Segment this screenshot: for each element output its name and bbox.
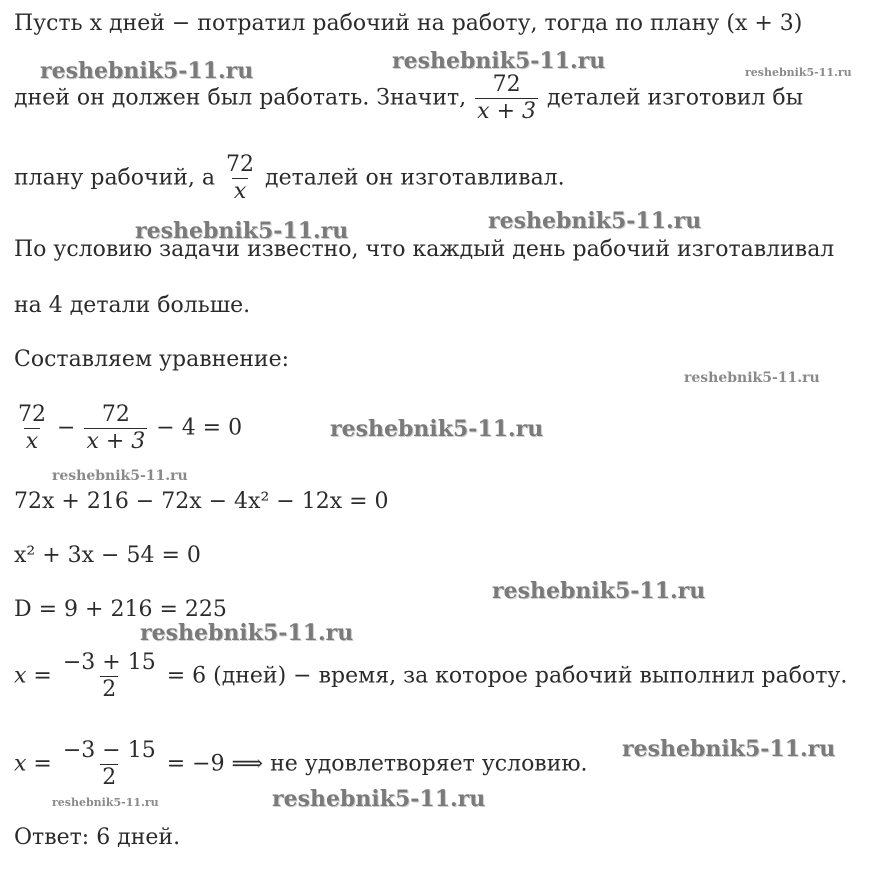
fraction-numerator: 72 [492, 72, 521, 97]
text-line-1: Пусть x дней − потратил рабочий на работу, тогда по плану (x + 3) [14, 11, 803, 36]
watermark: reshebnik5-11.ru [492, 578, 706, 604]
watermark: reshebnik5-11.ru [488, 208, 702, 234]
watermark: reshebnik5-11.ru [330, 416, 544, 442]
watermark: reshebnik5-11.ru [745, 66, 852, 79]
fraction-denominator: 2 [102, 677, 117, 702]
fraction-72-over-x-plus-3 [475, 72, 538, 125]
minus-sign: − [57, 415, 76, 441]
fraction-72-over-x-plus-3 [84, 402, 147, 455]
fraction-root-1 [61, 650, 158, 703]
watermark: reshebnik5-11.ru [135, 218, 349, 244]
text-line-2-end: деталей изготовил бы [547, 85, 804, 111]
text-line-2-start: дней он должен был работать. Значит, [14, 85, 467, 111]
equation-2: 72x + 216 − 72x − 4x² − 12x = 0 [14, 489, 389, 514]
equation-6-lhs: x = [14, 751, 52, 777]
watermark: reshebnik5-11.ru [40, 58, 254, 84]
fraction-numerator: 72 [101, 402, 130, 427]
fraction-72-over-x [224, 152, 256, 205]
text-line-3 [14, 152, 565, 205]
equation-1 [14, 402, 242, 455]
text-line-3-end: деталей он изготавливал. [265, 165, 565, 191]
answer-line: Ответ: 6 дней. [14, 825, 181, 850]
fraction-numerator: −3 + 15 [62, 650, 156, 675]
equation-6-rhs: = −9 ⟹ не удовлетворяет условию. [166, 751, 588, 777]
equation-1-end: − 4 = 0 [156, 415, 243, 441]
fraction-denominator: x + 3 [477, 99, 536, 124]
text-line-6: Составляем уравнение: [14, 347, 290, 372]
watermark: reshebnik5-11.ru [392, 48, 606, 74]
fraction-numerator: 72 [18, 402, 46, 427]
watermark: reshebnik5-11.ru [52, 468, 188, 484]
equation-6 [14, 738, 588, 791]
fraction-72-over-x [16, 402, 48, 455]
fraction-root-2 [61, 738, 158, 791]
watermark: reshebnik5-11.ru [622, 736, 836, 762]
equation-5-rhs: = 6 (дней) − время, за которое рабочий выполнил работу. [166, 663, 848, 689]
fraction-denominator: x [233, 179, 247, 204]
equation-5-lhs: x = [14, 663, 52, 689]
watermark: reshebnik5-11.ru [272, 786, 486, 812]
equation-3: x² + 3x − 54 = 0 [14, 543, 201, 568]
text-line-4: По условию задачи известно, что каждый день рабочий изготавливал [14, 237, 835, 262]
watermark: reshebnik5-11.ru [684, 370, 820, 386]
watermark: reshebnik5-11.ru [52, 796, 159, 809]
equation-4: D = 9 + 216 = 225 [14, 597, 227, 622]
fraction-denominator: x + 3 [86, 429, 146, 454]
fraction-denominator: 2 [102, 765, 117, 790]
fraction-numerator: 72 [226, 152, 255, 177]
fraction-denominator: x [25, 429, 39, 454]
fraction-numerator: −3 − 15 [62, 738, 156, 763]
text-line-5: на 4 детали больше. [14, 293, 251, 318]
text-line-3-start: плану рабочий, а [14, 165, 216, 191]
equation-5 [14, 650, 847, 703]
watermark: reshebnik5-11.ru [140, 620, 354, 646]
